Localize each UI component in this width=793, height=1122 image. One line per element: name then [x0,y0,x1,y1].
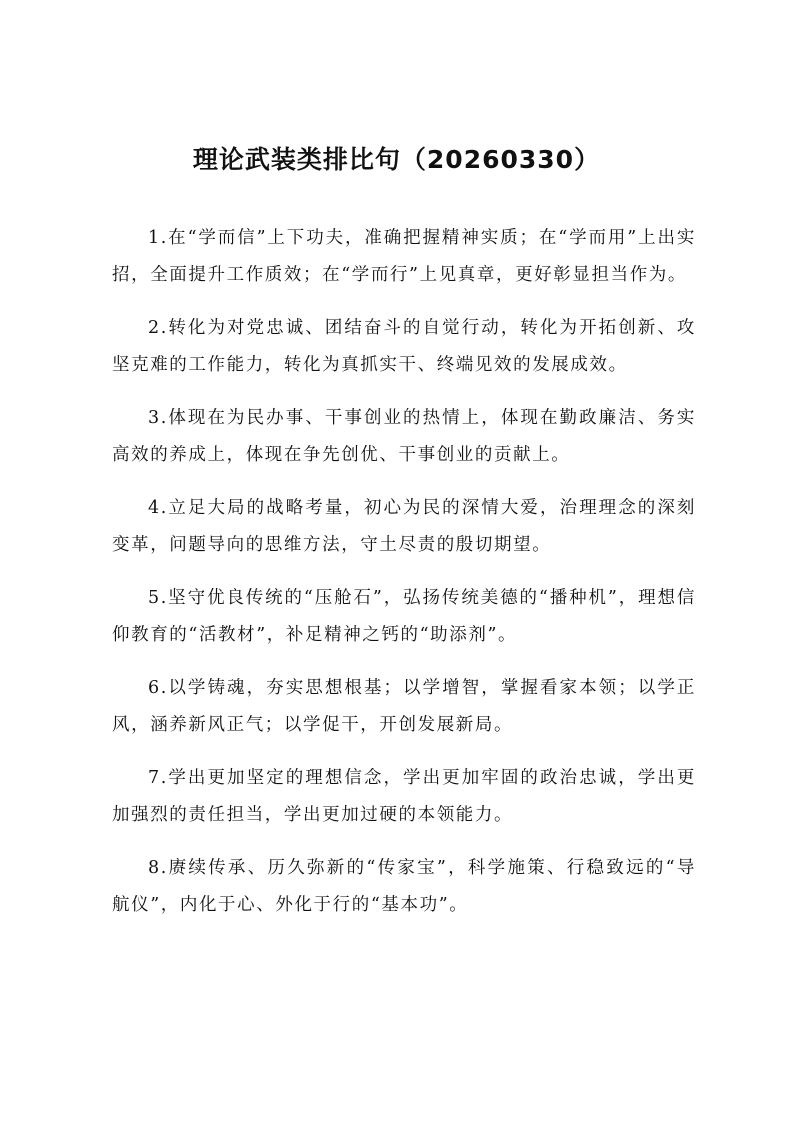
paragraph-8: 8.赓续传承、历久弥新的“传家宝”，科学施策、行稳致远的“导航仪”，内化于心、外化于行的“基本功”。 [112,858,696,915]
document-body [112,220,696,940]
paragraph-2: 2.转化为对党忠诚、团结奋斗的自觉行动，转化为开拓创新、攻坚克难的工作能力，转化为真抓实干、终端见效的发展成效。 [112,318,696,375]
paragraph-5: 5.坚守优良传统的“压舱石”，弘扬传统美德的“播种机”，理想信仰教育的“活教材”，补足精神之钙的“助添剂”。 [112,588,696,645]
paragraph-1: 1.在“学而信”上下功夫，准确把握精神实质；在“学而用”上出实招，全面提升工作质效；在“学而行”上见真章，更好彰显担当作为。 [112,228,696,285]
paragraph-6: 6.以学铸魂，夯实思想根基；以学增智，掌握看家本领；以学正风，涵养新风正气；以学促干，开创发展新局。 [112,678,696,735]
paragraph-4: 4.立足大局的战略考量，初心为民的深情大爱，治理理念的深刻变革，问题导向的思维方法，守土尽责的殷切期望。 [112,498,696,555]
page-title: 理论武装类排比句（20260330） [192,145,601,174]
paragraph-7: 7.学出更加坚定的理想信念，学出更加牢固的政治忠诚，学出更加强烈的责任担当，学出更加过硬的本领能力。 [112,768,696,825]
paragraph-3: 3.体现在为民办事、干事创业的热情上，体现在勤政廉洁、务实高效的养成上，体现在争先创优、干事创业的贡献上。 [112,408,696,465]
